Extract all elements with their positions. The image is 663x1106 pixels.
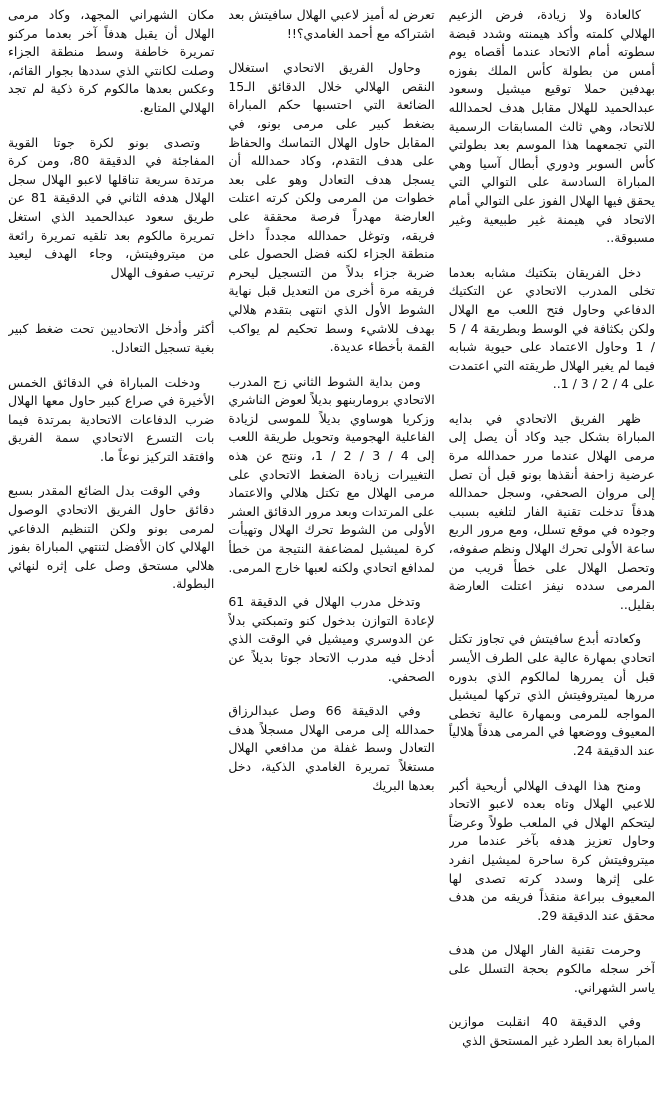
article-column-right	[449, 6, 655, 1106]
article-paragraph: وفي الوقت بدل الضائع المقدر بسبع دقائق حاول الفريق الاتحادي الوصول لمرمى بونو ولكن التنظيم الدفاعي الهلالي كان الأفضل لتنتهي المباراة بفوز هلالي مستحق وصل على إثره لنهائي البطولة.	[8, 483, 215, 592]
article-column-left	[8, 6, 214, 1106]
article-paragraph: وتدخل مدرب الهلال في الدقيقة 61 لإعادة التوازن بدخول كنو وتمبكتي بدلاً عن الدوسري وميشيل في الوقت الذي أدخل فيه مدرب الاتحاد جوتا بديلاً عن الصحفي.	[228, 594, 435, 684]
article-paragraph: ودخلت المباراة في الدقائق الخمس الأخيرة في صراع كبير حاول معها الهلال ضرب الدفاعات الاتحادية بمرتدة فيما بات التسرع الاتحادي سمة الفريق وافتقد التركيز نوعاً ما.	[8, 374, 215, 464]
article-paragraph: وحاول الفريق الاتحادي استغلال النقص الهلالي خلال الدقائق الـ15 الضائعة التي احتسبها حكم المباراة بضغط كبير على مرمى بونو، في المقابل حاول الهلال التماسك والحفاظ على هدف التقدم، وكاد حمدالله أن يسجل هدف التعادل وهو على بعد خطوات من المرمى ولكن كرته اعتلت العارضة مهدراً فرصة محققة على فريقه، وتوغل حمدالله مجدداً داخل منطقة الجزاء لكنه فضل الحصول على ضربة جزاء بدلاً من التسجيل ليحرم فريقه مرة أخرى من التعديل قبل نهاية الشوط الأول الذي انتهى بتقدم هلالي بهدف للاشيء وسط تحكيم لم يواكب القمة بأخطاء عديدة.	[228, 60, 435, 355]
article-paragraph: دخل الفريقان بتكتيك مشابه بعدما تخلى المدرب الاتحادي عن التكتيك الدفاعي وحاول فتح اللعب مع الهلال ولكن بكثافة في الوسط وبطريقة 4 / 5 / 1 وحاول الاعتماد على حيوية شبابه فيما لم يغير الهلال طريقته التي اعتمدت على 4 / 2 / 3 / 1..	[448, 264, 655, 392]
article-paragraph: ظهر الفريق الاتحادي في بدايه المباراة بشكل جيد وكاد أن يصل إلى مرمى الهلال عندما مرر حمدالله مرة عرضية زاحفة أنقذها بونو قبل أن تصل إلى مروان الصحفي، وسجل حمدالله هدفاً تدخلت تقنية الفار لتلغيه بسبب وجوده في موقع تسلل، ومع مرور الربع ساعة الأولى تحرك الهلال ونظم صفوفه، وتحصل الهلال على خطأ قريب من المرمى سدده نيفز اعتلت العارضة بقليل..	[448, 410, 655, 612]
article-paragraph: وفي الدقيقة 66 وصل عبدالرزاق حمدالله إلى مرمى الهلال مسجلاً هدف التعادل وسط غفلة من مدافعي الهلال مستغلاً تمريرة الغامدي الذكية، دخل بعدها البريك	[228, 703, 435, 793]
article-paragraph: ومن بداية الشوط الثاني زج المدرب الاتحادي بروماربنهو بديلاً لعوض الناشري وزكريا هوساوي بديلاً للموسى لزيادة الفاعلية الهجومية وتحويل طريقة اللعب إلى 4 / 3 / 2 / 1، ونتج عن هذه التغييرات زيادة الضغط الاتحادي على مرمى الهلال مع تكتل هلالي والاعتماد على المرتدات وبعد مرور الدقائق العشر الأولى من الشوط تحرك الهلال وتهيأت كرة لميشيل لمضاعفة النتيجة من خطأ لمدافع اتحادي ولكنه لعبها خارج المرمى.	[228, 373, 435, 575]
article-paragraph: مكان الشهراني المجهد، وكاد مرمى الهلال أن يقبل هدفاً آخر بعدما مركنو تمريرة خاطفة وسط منطقة الجزاء وصلت لكانتي الذي سددها بجوار القائم، وعكس بعدها مالكوم كرة ذكية لم تجد الهلالي المتابع.	[8, 7, 215, 115]
article-paragraph: وكعادته أبدع سافيتش في تجاوز تكتل اتحادي بمهارة عالية على الطرف الأيسر قبل أن يمررها لمالكوم الذي بدوره مررها لميتروفيتش الذي تركها لميشيل المواجه للمرمى وبمهارة عالية تخطى المعيوف ووضعها في المرمى هدفاً هلالياً عند الدقيقة 24.	[448, 631, 655, 758]
column-gap	[8, 298, 214, 320]
article-paragraph: ومنح هذا الهدف الهلالي أريحية أكبر للاعبي الهلال وتاه بعده لاعبو الاتحاد ليتحكم الهلال في الملعب طولاً وعرضاً وحاول تعزيز هدفه بآخر عندما مرر ميتروفيتش كرة ساحرة لميشيل انفرد على إثرها وسدد كرته تصدى لها المعيوف ببراعة منقذاً فريقه من هدف محقق عند الدقيقة 29.	[448, 777, 655, 923]
article-paragraph: كالعادة ولا زيادة، فرض الزعيم الهلالي كلمته وأكد هيمنته وشدد قبضة سطوته أمام الاتحاد عندما أقصاه يوم أمس من بطولة كأس الملك بفوزه بهدفين حملا توقيع ميشيل وسعود عبدالحميد للهلال مقابل هدف لحمدالله للاتحاد، وهي ثالث المسابقات الرسمية التي تجمعهما هذا الموسم بعد بطولتي كأس السوبر ودوري أبطال آسيا وهي المباراة السادسة على التوالي التي يحقق فيها الهلال الفوز على التوالي أمام الاتحاد في هيمنة غير طبيعية وغير مسبوقة..	[448, 7, 655, 246]
article-paragraph: وحرمت تقنية الفار الهلال من هدف آخر سجله مالكوم بحجة التسلل على ياسر الشهراني.	[448, 942, 655, 995]
article-paragraph: وفي الدقيقة 40 انقلبت موازين المباراة بعد الطرد غير المستحق الذي	[448, 1014, 655, 1048]
article-paragraph: وتصدى بونو لكرة جوتا القوية المفاجئة في الدقيقة 80، ومن كرة مرتدة سريعة تناقلها لاعبو الهلال سجل الهلال هدفه الثاني في الدقيقة 81 عن طريق سعود عبدالحميد الذي استغل تمريرة مالكوم بعد تلقيه تمريرة رائعة من ميتروفيتش، وجاء الهدف ليعيد ترتيب صفوف الهلال	[8, 134, 215, 280]
article-paragraph: تعرض له أميز لاعبي الهلال سافيتش بعد اشتراكه مع أحمد الغامدي؟!!	[228, 7, 435, 41]
article-paragraph: أكثر وأدخل الاتحاديين تحت ضغط كبير بغية تسجيل التعادل.	[8, 321, 215, 355]
article-column-middle	[228, 6, 434, 1106]
